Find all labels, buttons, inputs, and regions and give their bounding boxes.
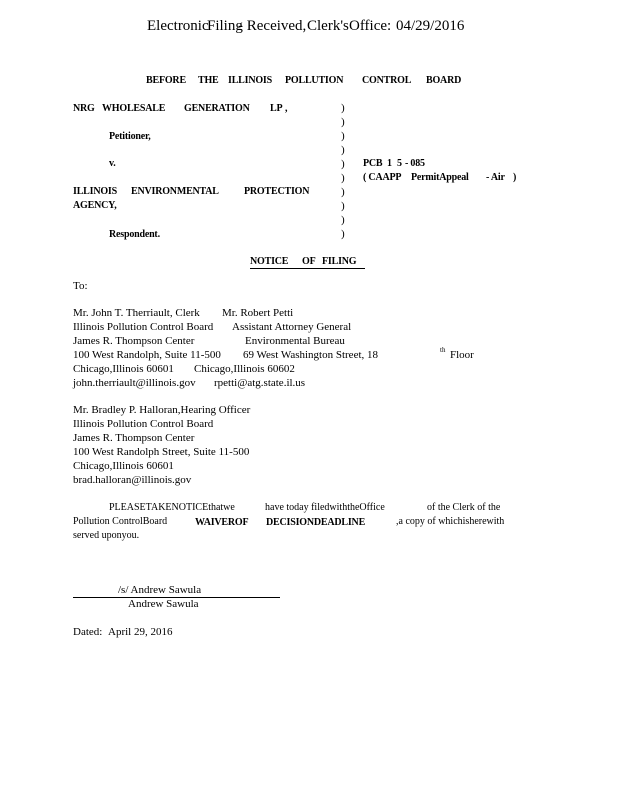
respondent-label: Respondent. [109,229,160,240]
header-colon: : [387,18,392,34]
notice-body-waiver: WAIVEROF [195,517,249,528]
service-clerk-street: 100 West Randolph, Suite 11-500 [73,349,221,361]
case-num-2: 5 [397,158,402,169]
caption-paren: ) [341,144,345,156]
caption-paren: ) [341,116,345,128]
notice-body-text: have today filedwiththeOffice [265,502,385,513]
service-ag-title: Assistant Attorney General [232,321,352,333]
header-electronic: Electronic [147,18,209,34]
caption-paren: ) [341,228,345,240]
notice-title-word: NOTICE [250,256,289,267]
caption-paren: ) [341,214,345,226]
caption-paren: ) [341,158,345,170]
notice-body-text: served uponyou. [73,530,140,541]
service-hearing-officer-name: Mr. Bradley P. Halloran,Hearing Officer [73,404,251,416]
header-clerks: Clerk's [307,18,349,34]
board-control: CONTROL [362,75,412,86]
board-illinois: ILLINOIS [228,75,272,86]
notice-title [250,256,365,269]
case-num-3: - 085 [405,158,425,169]
petitioner-name-1: NRG [73,103,95,114]
notice-body-text: of the Clerk of the [427,502,501,513]
petitioner-name-4: LP [270,103,283,114]
service-clerk-org: Illinois Pollution Control Board [73,321,214,333]
service-clerk-city: Chicago,Illinois 60601 [73,363,174,375]
case-permit-appeal: PermitAppeal [411,172,469,183]
caption-paren: ) [341,172,345,184]
board-pollution: POLLUTION [285,75,344,86]
board-before: BEFORE [146,75,186,86]
service-ag-floor: Floor [450,349,474,361]
service-clerk-name: Mr. John T. Therriault, Clerk [73,307,200,319]
service-hearing-officer-street: 100 West Randolph Street, Suite 11-500 [73,446,250,458]
service-hearing-officer-org: Illinois Pollution Control Board [73,418,214,430]
service-ag-name: Mr. Robert Petti [222,307,294,319]
notice-title-word: OF [302,256,316,267]
caption-paren: ) [341,186,345,198]
caption-paren: ) [341,130,345,142]
case-num-1: 1 [387,158,392,169]
service-clerk-building: James R. Thompson Center [73,335,195,347]
service-hearing-officer-building: James R. Thompson Center [73,432,195,444]
to-label: To: [73,280,88,292]
petitioner-name-3: GENERATION [184,103,250,114]
caption-paren: ) [341,102,345,114]
service-ag-street-sup: th [440,346,446,354]
board-board: BOARD [426,75,462,86]
respondent-name-4: AGENCY, [73,200,117,211]
notice-body-text: Pollution ControlBoard [73,516,168,527]
case-pcb: PCB [363,158,383,169]
petitioner-name-5: , [285,103,288,114]
service-ag-street: 69 West Washington Street, 18 [243,349,379,361]
service-ag-bureau: Environmental Bureau [245,335,345,347]
signature-electronic: /s/ Andrew Sawula [118,584,202,596]
dated-value: April 29, 2016 [108,626,173,638]
service-ag-city: Chicago,Illinois 60602 [194,363,295,375]
caption-paren: ) [341,200,345,212]
header-received: - Received, [238,18,307,34]
respondent-name-3: PROTECTION [244,186,310,197]
board-the: THE [198,75,219,86]
notice-body-deadline: DECISIONDEADLINE [266,517,366,528]
respondent-name-2: ENVIRONMENTAL [131,186,219,197]
case-close-paren: ) [513,172,517,183]
signature-name: Andrew Sawula [128,598,199,610]
header-office: Office [349,18,388,34]
petitioner-name-2: WHOLESALE [102,103,166,114]
notice-title-word: FILING [322,256,357,267]
notice-body-text: ,a copy of whichisherewith [396,516,505,527]
service-hearing-officer-city: Chicago,Illinois 60601 [73,460,174,472]
header-filing: Filing [207,18,243,34]
service-clerk-email: john.therriault@illinois.gov [73,377,196,389]
notice-body-text: PLEASETAKENOTICEthatwe [109,502,235,513]
dated-label: Dated: [73,626,103,638]
case-air: - Air [486,172,505,183]
petitioner-label: Petitioner, [109,131,151,142]
header-date: 04/29/2016 [396,18,465,34]
service-hearing-officer-email: brad.halloran@illinois.gov [73,474,192,486]
respondent-name-1: ILLINOIS [73,186,117,197]
service-ag-email: rpetti@atg.state.il.us [214,377,306,389]
versus-label: v. [109,158,116,169]
case-caapp: ( CAAPP [363,172,402,183]
